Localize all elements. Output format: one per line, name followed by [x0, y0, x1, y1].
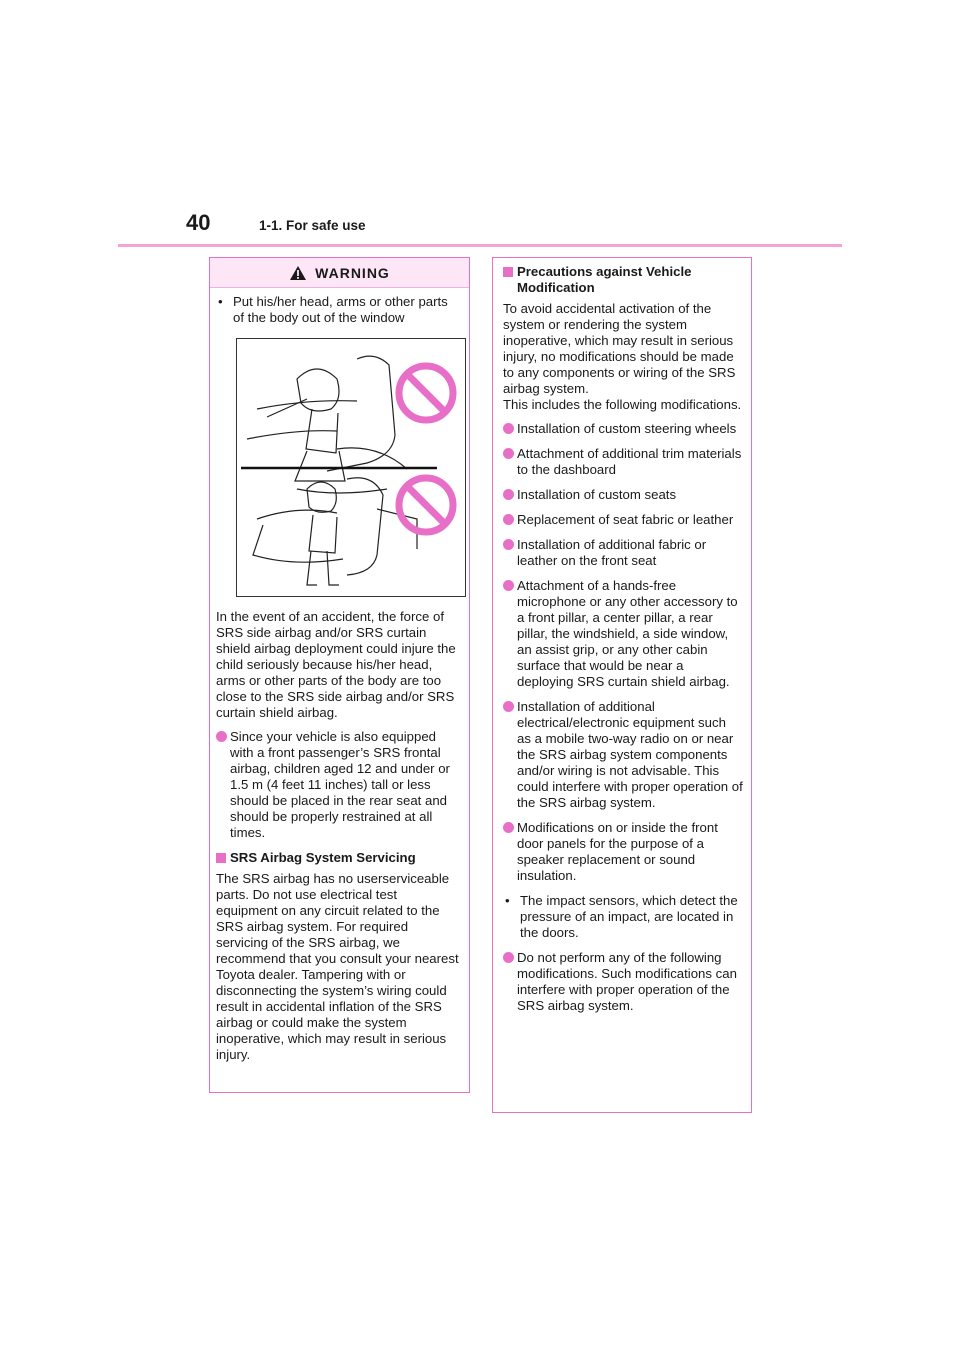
warning-title: WARNING — [315, 264, 390, 281]
dash-marker: • — [218, 294, 223, 309]
figure-caption: In the event of an accident, the force of SRS side airbag and/or SRS curtain shield airbag deployment could injure the child seriously because his/her head, arms or other parts of the body are too close to the SRS side airbag and/or SRS curtain shield airbag. — [216, 609, 456, 720]
servicing-text: The SRS airbag has no userserviceable parts. Do not use electrical test equipment on any circuit related to the SRS airbag system. For required servicing of the SRS airbag, we recommend that you consult your nearest Toyota dealer. Tampering with or disconnecting the system’s wiring could result in accidental inflation of the SRS airbag or could make the system inoperative, which may result in serious injury. — [216, 871, 459, 1062]
servicing-heading — [216, 850, 461, 866]
bullet-dot-icon — [503, 952, 514, 963]
list-item — [503, 421, 743, 437]
list-item — [503, 446, 743, 478]
bullet-dot-icon — [503, 822, 514, 833]
bullet-dot-icon — [216, 731, 227, 742]
header-divider — [118, 244, 842, 247]
child-window-illustration — [236, 338, 466, 597]
list-item — [503, 537, 743, 569]
square-bullet-icon — [503, 267, 513, 277]
bullet-dot-icon — [503, 423, 514, 434]
list-item — [503, 487, 743, 503]
list-item — [503, 512, 743, 528]
precautions-box — [492, 257, 752, 1113]
section-title: 1-1. For safe use — [259, 218, 366, 233]
list-item-text: Installation of additional electrical/electronic equipment such as a mobile two-way radio on or near the SRS airbag system components and/or wiring is not advisable. This could interfere with proper operation of the SRS airbag system. — [517, 699, 743, 810]
warning-dash-item — [216, 294, 461, 326]
list-item-text: Replacement of seat fabric or leather — [517, 512, 734, 527]
list-item-text: Modifications on or inside the front door panels for the purpose of a speaker replacement or sound insulation. — [517, 820, 718, 883]
list-item-text: Do not perform any of the following modifications. Such modifications can interfere with proper operation of the SRS airbag system. — [517, 950, 737, 1013]
list-item-text: Installation of custom steering wheels — [517, 421, 737, 436]
servicing-heading-text: SRS Airbag System Servicing — [230, 850, 416, 865]
precautions-dash-item — [503, 893, 743, 941]
precautions-heading-text: Precautions against Vehicle Modification — [517, 264, 692, 295]
prohibition-icon — [399, 366, 453, 420]
precautions-intro-2: This includes the following modifications. — [503, 397, 742, 412]
list-item-text: Attachment of a hands-free microphone or any other accessory to a front pillar, a center pillar, a rear pillar, the windshield, a side window, an assist grip, or any other cabin surface that would be near a deploying SRS curtain shield airbag. — [517, 578, 738, 689]
list-item — [503, 950, 743, 1014]
list-item-text: Installation of additional fabric or leather on the front seat — [517, 537, 707, 568]
list-item-text: Installation of custom seats — [517, 487, 677, 502]
bullet-dot-icon — [503, 580, 514, 591]
warning-dash-text: Put his/her head, arms or other parts of the body out of the window — [233, 294, 448, 325]
square-bullet-icon — [216, 853, 226, 863]
warning-bullet — [216, 729, 461, 841]
list-item-text: The impact sensors, which detect the pressure of an impact, are located in the doors. — [520, 893, 738, 940]
dash-marker: • — [505, 893, 510, 908]
precautions-heading — [503, 264, 743, 296]
list-item — [503, 820, 743, 884]
bullet-dot-icon — [503, 448, 514, 459]
precautions-intro: To avoid accidental activation of the system or rendering the system inoperative, which may result in serious injury, no modifications should be made to any components or wiring of the SRS airbag system. — [503, 301, 736, 396]
page-number: 40 — [186, 210, 211, 235]
warning-triangle-icon — [289, 265, 307, 281]
warning-body — [210, 288, 469, 1063]
warning-header — [210, 258, 469, 288]
bullet-dot-icon — [503, 539, 514, 550]
prohibition-icon — [399, 478, 453, 532]
warning-box — [209, 257, 470, 1093]
list-item-text: Attachment of additional trim materials to the dashboard — [517, 446, 742, 477]
bullet-dot-icon — [503, 701, 514, 712]
list-item — [503, 578, 743, 690]
list-item — [503, 699, 743, 811]
bullet-dot-icon — [503, 489, 514, 500]
bullet-dot-icon — [503, 514, 514, 525]
warning-bullet-text: Since your vehicle is also equipped with a front passenger’s SRS frontal airbag, children aged 12 and under or 1.5 m (4 feet 11 inches) tall or less should be placed in the rear seat and should be properly restrained at all times. — [230, 729, 450, 840]
